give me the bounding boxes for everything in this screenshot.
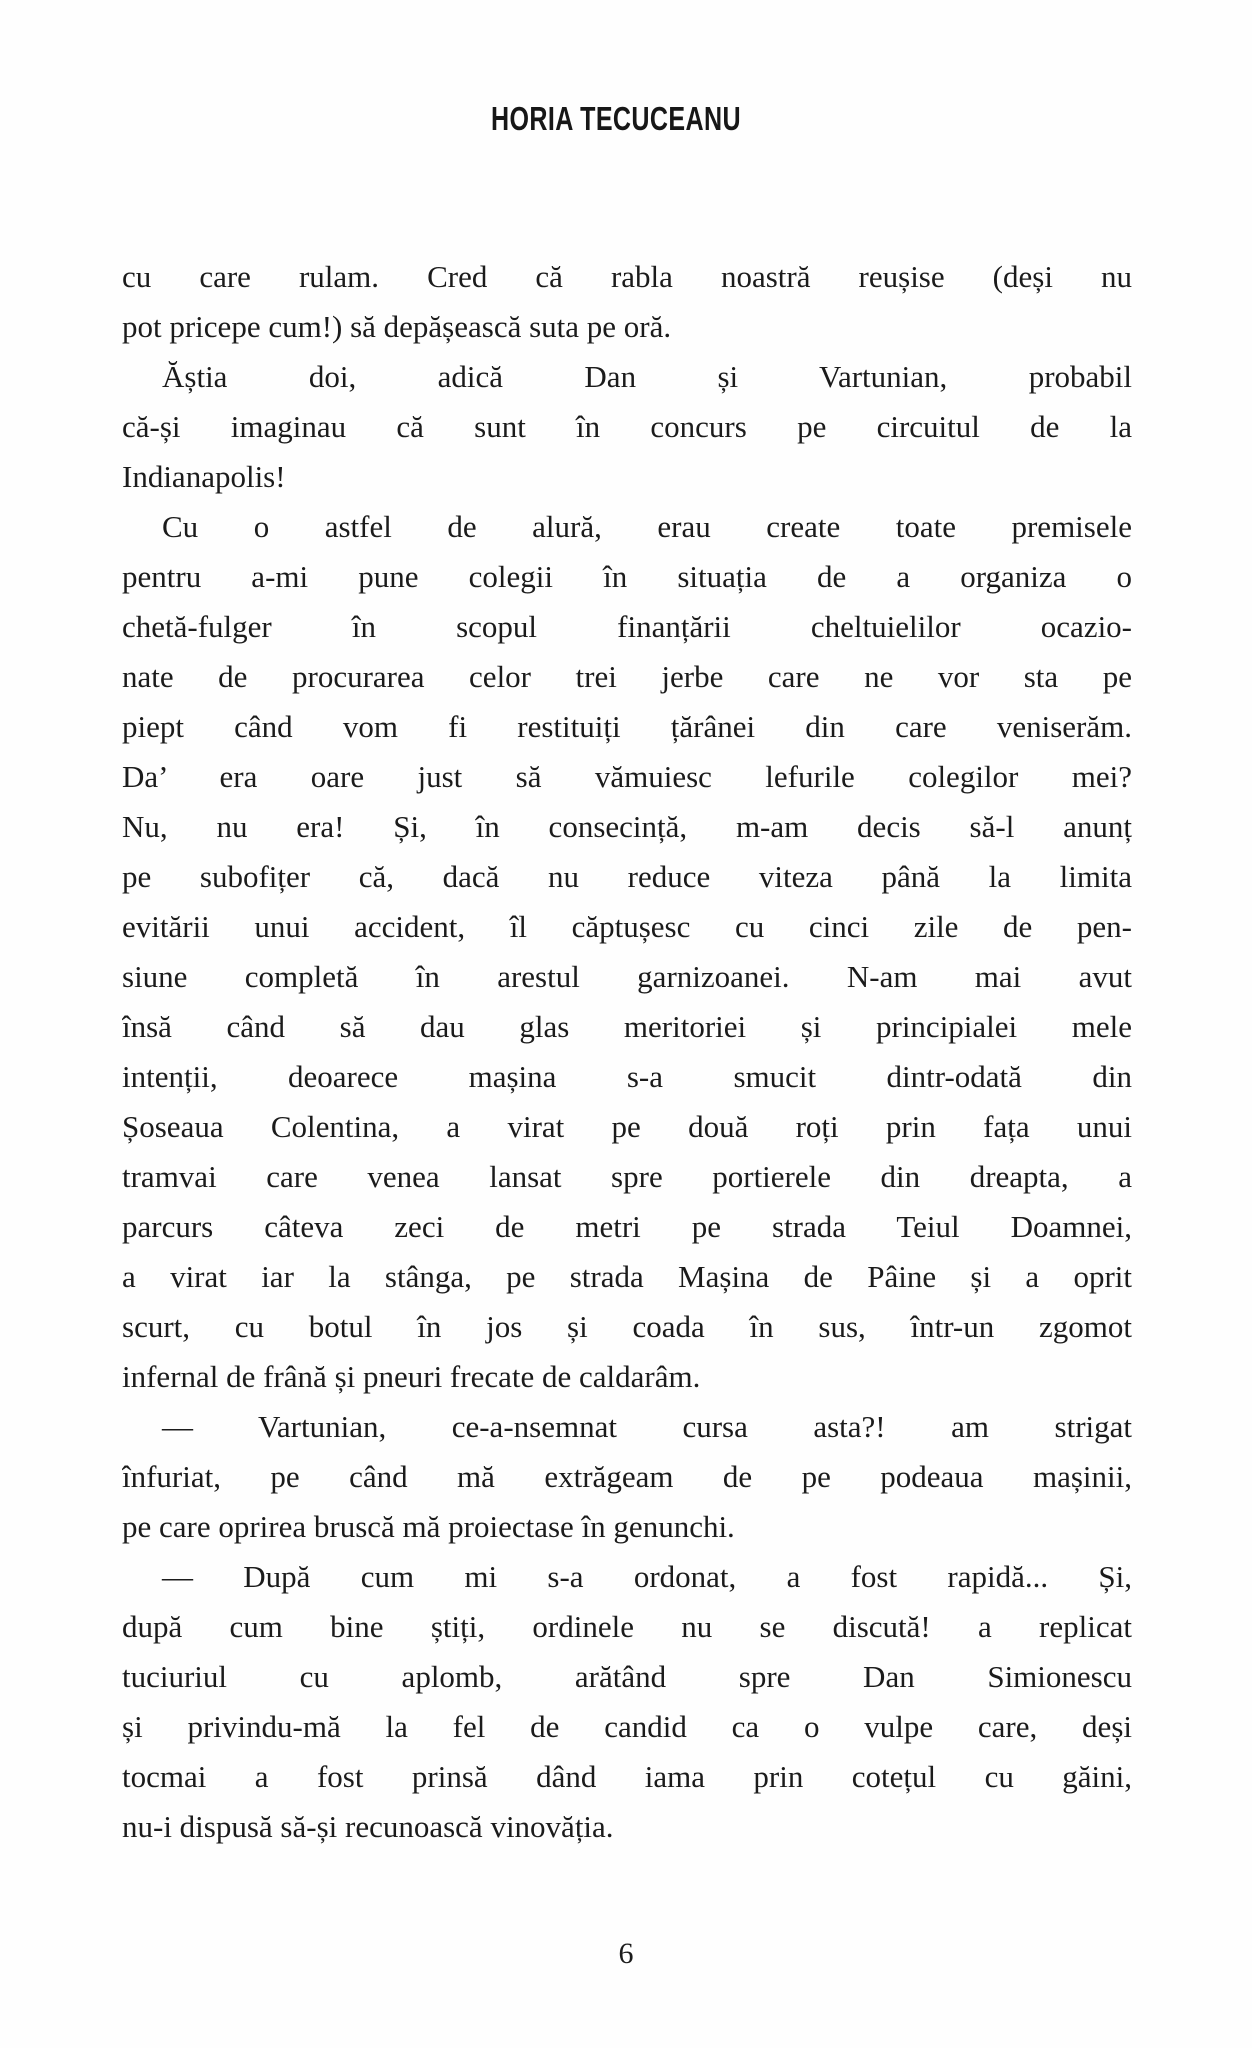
text-line: însă când să dau glas meritoriei și principialei mele [122,1009,1132,1044]
text-line: cu care rulam. Cred că rabla noastră reușise (deși nu [122,259,1132,294]
page-text [122,252,1132,1852]
text-line: și privindu-mă la fel de candid ca o vulpe care, deși [122,1709,1132,1744]
text-line: tocmai a fost prinsă dând iama prin cotețul cu găini, [122,1759,1132,1794]
text-line: intenții, deoarece mașina s-a smucit dintr-odată din [122,1059,1132,1094]
text-line: nu-i dispusă să-și recunoască vinovăția. [122,1809,614,1844]
text-line: — Vartunian, ce-a-nsemnat cursa asta?! am strigat [162,1409,1132,1444]
text-line: Da’ era oare just să vămuiesc lefurile colegilor mei? [122,759,1132,794]
text-line: chetă-fulger în scopul finanțării cheltuielilor ocazio- [122,609,1132,644]
text-line: parcurs câteva zeci de metri pe strada Teiul Doamnei, [122,1209,1132,1244]
text-line: tuciuriul cu aplomb, arătând spre Dan Simionescu [122,1659,1132,1694]
text-line: — După cum mi s-a ordonat, a fost rapidă... Și, [162,1559,1132,1594]
text-line: pe care oprirea bruscă mă proiectase în genunchi. [122,1509,735,1544]
text-line: înfuriat, pe când mă extrăgeam de pe podeaua mașinii, [122,1459,1132,1494]
text-line: nate de procurarea celor trei jerbe care ne vor sta pe [122,659,1132,694]
text-line: evitării unui accident, îl căptușesc cu cinci zile de pen- [122,909,1132,944]
text-line: piept când vom fi restituiți țărânei din care veniserăm. [122,709,1132,744]
text-line: Șoseaua Colentina, a virat pe două roți prin fața unui [122,1109,1132,1144]
text-line: scurt, cu botul în jos și coada în sus, într-un zgomot [122,1309,1132,1344]
text-line: că-și imaginau că sunt în concurs pe circuitul de la [122,409,1132,444]
page-number: 6 [618,1937,634,1970]
text-line: după cum bine știți, ordinele nu se discută! a replicat [122,1609,1132,1644]
text-line: pe subofițer că, dacă nu reduce viteza până la limita [122,859,1132,894]
text-line: pentru a-mi pune colegii în situația de a organiza o [122,559,1132,594]
text-line: Indianapolis! [122,459,286,494]
text-line: siune completă în arestul garnizoanei. N-am mai avut [122,959,1132,994]
text-line: tramvai care venea lansat spre portierele din dreapta, a [122,1159,1132,1194]
text-line: Ăștia doi, adică Dan și Vartunian, probabil [162,359,1132,394]
text-line: infernal de frână și pneuri frecate de caldarâm. [122,1359,701,1394]
text-line: Nu, nu era! Și, în consecință, m-am decis să-l anunț [122,809,1132,844]
text-line: pot pricepe cum!) să depășească suta pe oră. [122,309,672,344]
text-line: a virat iar la stânga, pe strada Mașina de Pâine și a oprit [122,1259,1132,1294]
text-line: Cu o astfel de alură, erau create toate premisele [162,509,1132,544]
running-header: HORIA TECUCEANU [490,100,741,137]
